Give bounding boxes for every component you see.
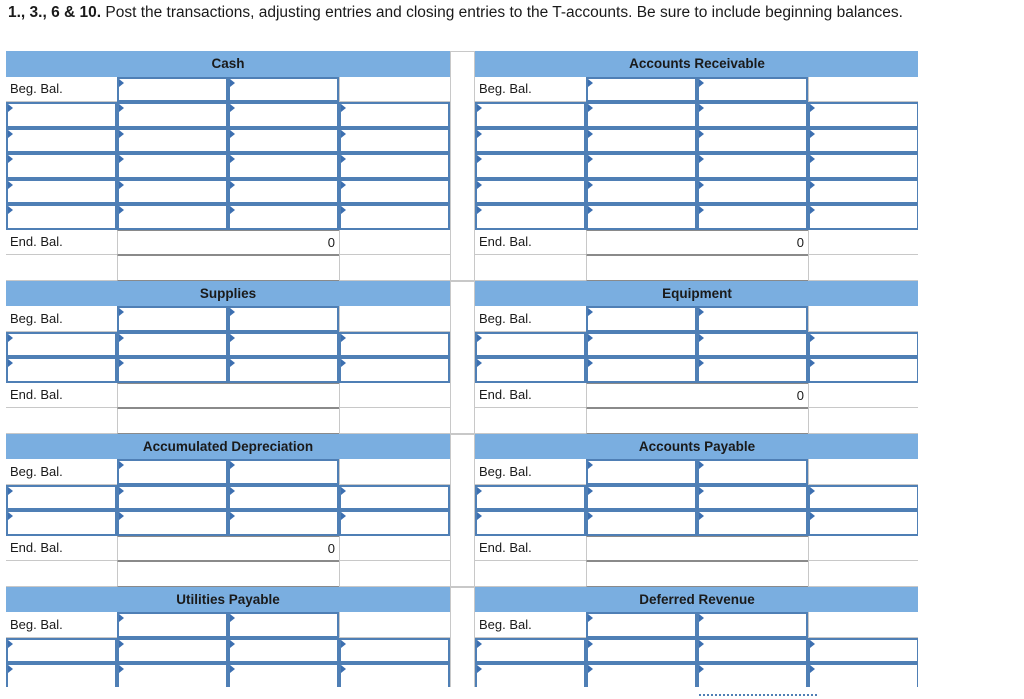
entry-input[interactable] xyxy=(117,485,228,511)
account-title-equipment: Equipment xyxy=(475,281,918,307)
entry-input[interactable] xyxy=(228,102,339,128)
end-bal-value: 0 xyxy=(117,536,339,562)
entry-input[interactable] xyxy=(6,332,117,358)
entry-input[interactable] xyxy=(697,638,808,664)
end-bal-label: End. Bal. xyxy=(6,383,117,409)
end-bal-value: 0 xyxy=(586,383,808,409)
entry-input[interactable] xyxy=(228,638,339,664)
entry-input[interactable] xyxy=(6,357,117,383)
column-gap xyxy=(450,51,475,281)
entry-input[interactable] xyxy=(697,357,808,383)
entry-input[interactable] xyxy=(808,102,918,128)
column-gap xyxy=(450,587,475,688)
entry-input[interactable] xyxy=(228,485,339,511)
beg-bal-credit-cell xyxy=(808,612,918,638)
account-title-cash: Cash xyxy=(6,51,450,77)
entry-input[interactable] xyxy=(117,204,228,230)
spacer-cell xyxy=(586,408,808,434)
entry-input[interactable] xyxy=(697,485,808,511)
beg-bal-debit-input[interactable] xyxy=(586,306,697,332)
column-gap xyxy=(450,434,475,587)
entry-input[interactable] xyxy=(6,485,117,511)
entry-input[interactable] xyxy=(117,179,228,205)
account-title-deferred-revenue: Deferred Revenue xyxy=(475,587,918,613)
beg-bal-label: Beg. Bal. xyxy=(475,77,586,103)
entry-input[interactable] xyxy=(228,153,339,179)
entry-input[interactable] xyxy=(697,102,808,128)
end-bal-value xyxy=(586,536,808,562)
entry-input[interactable] xyxy=(475,204,586,230)
entry-input[interactable] xyxy=(117,357,228,383)
end-bal-credit-cell xyxy=(339,230,450,256)
spacer-label xyxy=(6,408,117,434)
entry-input[interactable] xyxy=(586,357,697,383)
beg-bal-debit-input[interactable] xyxy=(117,612,228,638)
entry-input[interactable] xyxy=(6,153,117,179)
scroll-indicator xyxy=(699,694,817,696)
entry-input[interactable] xyxy=(475,179,586,205)
entry-input[interactable] xyxy=(339,128,450,154)
beg-bal-debit-amount-input[interactable] xyxy=(697,77,808,103)
beg-bal-label: Beg. Bal. xyxy=(475,459,586,485)
t-accounts-grid xyxy=(6,51,918,687)
entry-input[interactable] xyxy=(808,663,918,687)
beg-bal-debit-amount-input[interactable] xyxy=(697,459,808,485)
beg-bal-label: Beg. Bal. xyxy=(6,612,117,638)
beg-bal-debit-input[interactable] xyxy=(586,612,697,638)
entry-input[interactable] xyxy=(808,485,918,511)
entry-input[interactable] xyxy=(228,128,339,154)
spacer-cell xyxy=(339,561,450,587)
entry-input[interactable] xyxy=(697,153,808,179)
entry-input[interactable] xyxy=(339,153,450,179)
spacer-cell xyxy=(586,255,808,281)
entry-input[interactable] xyxy=(697,663,808,687)
entry-input[interactable] xyxy=(475,332,586,358)
entry-input[interactable] xyxy=(228,204,339,230)
end-bal-value: 0 xyxy=(586,230,808,256)
entry-input[interactable] xyxy=(475,128,586,154)
beg-bal-credit-cell xyxy=(339,459,450,485)
beg-bal-credit-cell xyxy=(808,459,918,485)
entry-input[interactable] xyxy=(586,102,697,128)
beg-bal-debit-input[interactable] xyxy=(117,459,228,485)
entry-input[interactable] xyxy=(808,332,918,358)
end-bal-credit-cell xyxy=(339,536,450,562)
entry-input[interactable] xyxy=(586,128,697,154)
entry-input[interactable] xyxy=(6,638,117,664)
entry-input[interactable] xyxy=(339,357,450,383)
entry-input[interactable] xyxy=(475,357,586,383)
entry-input[interactable] xyxy=(586,485,697,511)
entry-input[interactable] xyxy=(808,357,918,383)
entry-input[interactable] xyxy=(339,204,450,230)
entry-input[interactable] xyxy=(697,510,808,536)
instructions xyxy=(8,4,903,22)
entry-input[interactable] xyxy=(6,510,117,536)
account-title-accumulated-depreciation: Accumulated Depreciation xyxy=(6,434,450,460)
entry-input[interactable] xyxy=(117,510,228,536)
entry-input[interactable] xyxy=(339,510,450,536)
spacer-cell xyxy=(339,408,450,434)
entry-input[interactable] xyxy=(475,153,586,179)
entry-input[interactable] xyxy=(339,332,450,358)
end-bal-label: End. Bal. xyxy=(475,383,586,409)
end-bal-credit-cell xyxy=(808,536,918,562)
entry-input[interactable] xyxy=(117,128,228,154)
entry-input[interactable] xyxy=(697,179,808,205)
spacer-label xyxy=(475,255,586,281)
beg-bal-debit-input[interactable] xyxy=(117,77,228,103)
beg-bal-debit-amount-input[interactable] xyxy=(228,306,339,332)
spacer-cell xyxy=(117,561,339,587)
account-title-supplies: Supplies xyxy=(6,281,450,307)
column-gap xyxy=(450,281,475,434)
spacer-cell xyxy=(117,255,339,281)
entry-input[interactable] xyxy=(475,663,586,687)
entry-input[interactable] xyxy=(808,179,918,205)
entry-input[interactable] xyxy=(808,204,918,230)
entry-input[interactable] xyxy=(586,638,697,664)
entry-input[interactable] xyxy=(586,332,697,358)
end-bal-credit-cell xyxy=(339,383,450,409)
spacer-cell xyxy=(117,408,339,434)
spacer-label xyxy=(6,561,117,587)
spacer-label xyxy=(6,255,117,281)
beg-bal-label: Beg. Bal. xyxy=(475,306,586,332)
entry-input[interactable] xyxy=(228,663,339,687)
entry-input[interactable] xyxy=(6,663,117,687)
entry-input[interactable] xyxy=(586,153,697,179)
entry-input[interactable] xyxy=(586,204,697,230)
entry-input[interactable] xyxy=(228,179,339,205)
entry-input[interactable] xyxy=(117,153,228,179)
entry-input[interactable] xyxy=(339,638,450,664)
instruction-numbers: 1., 3., 6 & 10. xyxy=(8,4,102,21)
entry-input[interactable] xyxy=(808,153,918,179)
beg-bal-debit-input[interactable] xyxy=(586,459,697,485)
instruction-text: Post the transactions, adjusting entries and closing entries to the T-accounts. Be sure to include beginning balances. xyxy=(101,4,903,21)
entry-input[interactable] xyxy=(475,510,586,536)
entry-input[interactable] xyxy=(6,128,117,154)
end-bal-value: 0 xyxy=(117,230,339,256)
account-title-utilities-payable: Utilities Payable xyxy=(6,587,450,613)
account-title-accounts-payable: Accounts Payable xyxy=(475,434,918,460)
entry-input[interactable] xyxy=(117,332,228,358)
spacer-label xyxy=(475,561,586,587)
entry-input[interactable] xyxy=(6,102,117,128)
spacer-label xyxy=(475,408,586,434)
end-bal-label: End. Bal. xyxy=(475,536,586,562)
entry-input[interactable] xyxy=(697,204,808,230)
end-bal-label: End. Bal. xyxy=(475,230,586,256)
entry-input[interactable] xyxy=(339,102,450,128)
beg-bal-debit-amount-input[interactable] xyxy=(697,306,808,332)
beg-bal-debit-amount-input[interactable] xyxy=(228,77,339,103)
entry-input[interactable] xyxy=(117,663,228,687)
entry-input[interactable] xyxy=(475,638,586,664)
entry-input[interactable] xyxy=(117,638,228,664)
entry-input[interactable] xyxy=(475,102,586,128)
entry-input[interactable] xyxy=(228,332,339,358)
entry-input[interactable] xyxy=(6,204,117,230)
beg-bal-debit-amount-input[interactable] xyxy=(697,612,808,638)
beg-bal-credit-cell xyxy=(808,77,918,103)
account-title-accounts-receivable: Accounts Receivable xyxy=(475,51,918,77)
beg-bal-label: Beg. Bal. xyxy=(6,77,117,103)
beg-bal-credit-cell xyxy=(339,77,450,103)
entry-input[interactable] xyxy=(339,663,450,687)
entry-input[interactable] xyxy=(117,102,228,128)
beg-bal-debit-input[interactable] xyxy=(117,306,228,332)
end-bal-value xyxy=(117,383,339,409)
end-bal-credit-cell xyxy=(808,383,918,409)
spacer-cell xyxy=(808,561,918,587)
beg-bal-label: Beg. Bal. xyxy=(475,612,586,638)
entry-input[interactable] xyxy=(586,179,697,205)
entry-input[interactable] xyxy=(808,128,918,154)
beg-bal-debit-amount-input[interactable] xyxy=(228,459,339,485)
entry-input[interactable] xyxy=(808,510,918,536)
entry-input[interactable] xyxy=(339,485,450,511)
beg-bal-label: Beg. Bal. xyxy=(6,306,117,332)
entry-input[interactable] xyxy=(228,510,339,536)
beg-bal-credit-cell xyxy=(339,612,450,638)
entry-input[interactable] xyxy=(808,638,918,664)
spacer-cell xyxy=(808,255,918,281)
entry-input[interactable] xyxy=(697,128,808,154)
end-bal-label: End. Bal. xyxy=(6,536,117,562)
spacer-cell xyxy=(808,408,918,434)
entry-input[interactable] xyxy=(475,485,586,511)
beg-bal-debit-amount-input[interactable] xyxy=(228,612,339,638)
beg-bal-debit-input[interactable] xyxy=(586,77,697,103)
entry-input[interactable] xyxy=(339,179,450,205)
end-bal-label: End. Bal. xyxy=(6,230,117,256)
beg-bal-label: Beg. Bal. xyxy=(6,459,117,485)
end-bal-credit-cell xyxy=(808,230,918,256)
beg-bal-credit-cell xyxy=(339,306,450,332)
entry-input[interactable] xyxy=(586,510,697,536)
spacer-cell xyxy=(586,561,808,587)
spacer-cell xyxy=(339,255,450,281)
entry-input[interactable] xyxy=(697,332,808,358)
entry-input[interactable] xyxy=(228,357,339,383)
entry-input[interactable] xyxy=(6,179,117,205)
entry-input[interactable] xyxy=(586,663,697,687)
beg-bal-credit-cell xyxy=(808,306,918,332)
